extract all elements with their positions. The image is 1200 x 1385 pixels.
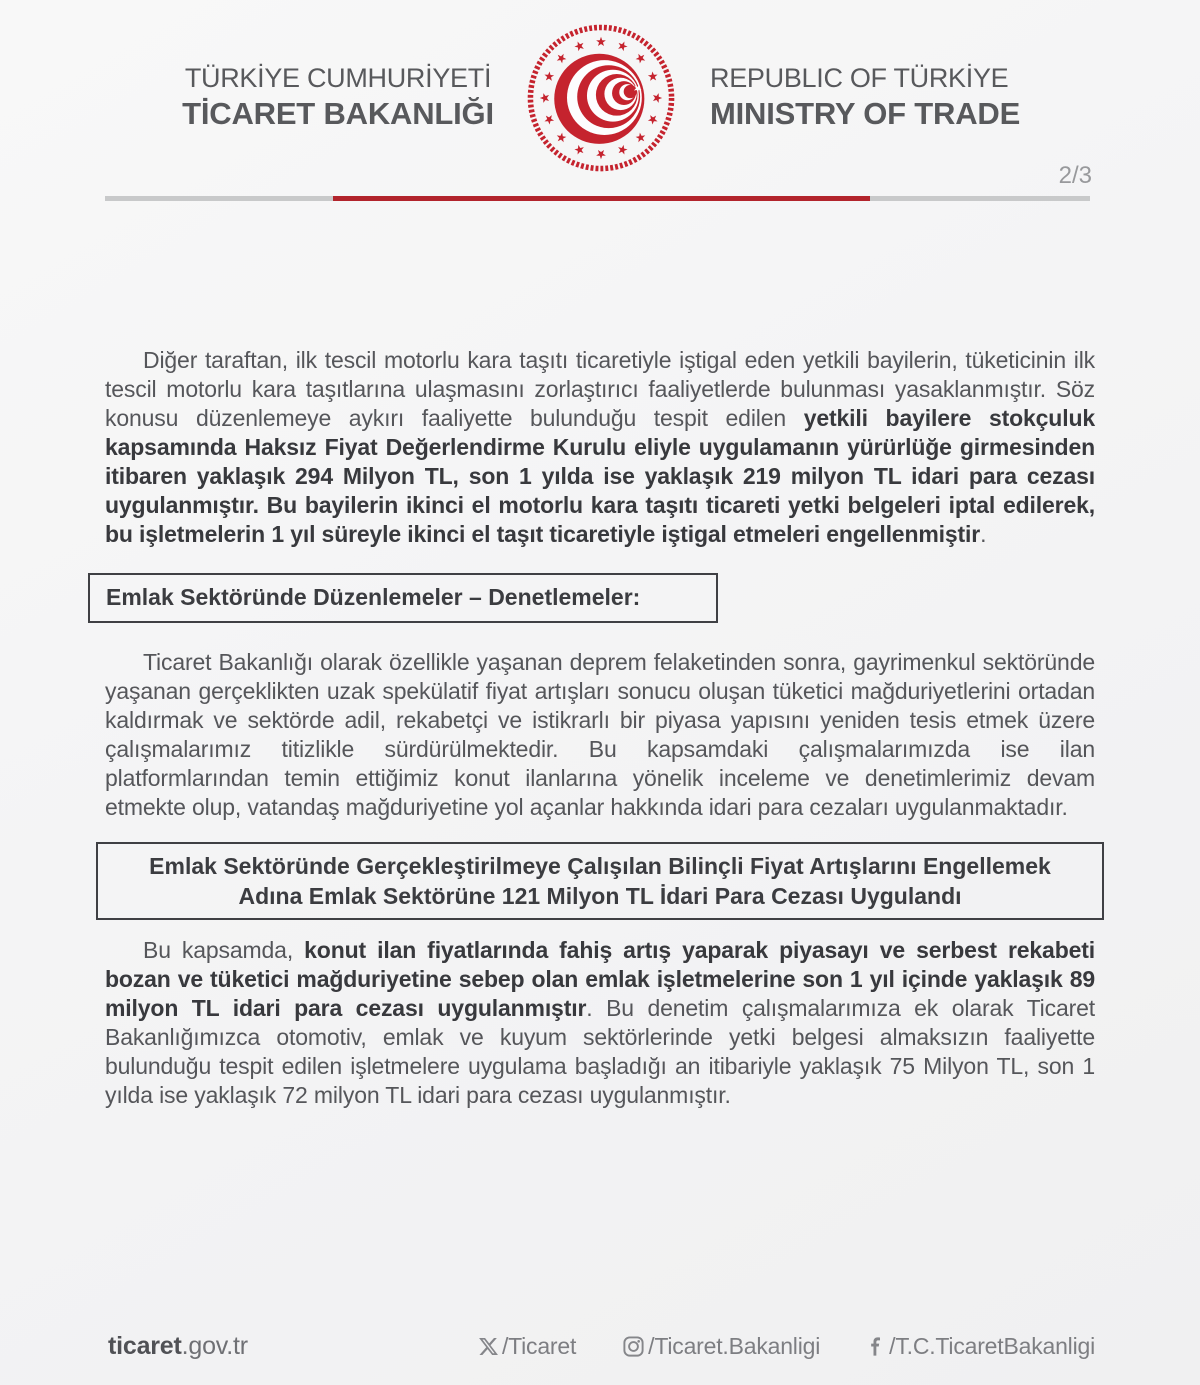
para1-regular-tail: . — [980, 521, 987, 547]
ministry-name-tr-line2: TİCARET BAKANLIĞI — [182, 96, 494, 131]
instagram-icon — [622, 1335, 645, 1358]
para3-bold-penalty: konut ilan fiyatlarında fahiş artış yaparak piyasayı ve serbest rekabeti bozan ve tüketici mağduriyetine sebep olan emlak işletmelerine son 1 yıl içinde yaklaşık 89 milyon TL idari para cezası uygulanmıştır — [105, 937, 1095, 1021]
paragraph-real-estate-oversight: Ticaret Bakanlığı olarak özellikle yaşanan deprem felaketinden sonra, gayrimenkul sektöründe yaşanan gerçeklikten uzak spekülatif fiyat artışları sonucu oluşan tüketici mağduriyetlerini ortadan kaldırmak ve sektörde adil, rekabetçi ve istikrarlı bir piyasa yapısını yeniden tesis etmek üzere çalışmalarımız titizlikle sürdürülmektedir. Bu kapsamdaki çalışmalarımızda ise ilan platformlarından temin ettiğimiz konut ilanlarına yönelik inceleme ve denetimlerimiz devam etmekte olup, vatandaş mağduriyetine yol açanlar hakkında idari para cezaları uygulanmaktadır. — [105, 649, 1095, 820]
ministry-name-english — [710, 62, 1020, 132]
heading2-line2: Adına Emlak Sektörüne 121 Milyon TL İdari Para Cezası Uygulandı — [238, 883, 962, 909]
ministry-name-en-line2: MINISTRY OF TRADE — [710, 96, 1021, 131]
document-body — [105, 346, 1095, 1134]
para3-regular-lead: Bu kapsamda, — [143, 937, 305, 963]
ministry-name-tr-line1: TÜRKİYE CUMHURİYETİ — [184, 63, 492, 93]
divider-red-segment — [333, 196, 870, 201]
social-links — [478, 1333, 1095, 1360]
facebook-icon — [866, 1336, 886, 1357]
divider-line — [105, 196, 1090, 201]
x-handle: /Ticaret — [501, 1333, 577, 1359]
divider-gray-right — [870, 196, 1090, 201]
paragraph-fine-summary — [105, 936, 1095, 1110]
para1-bold-penalty: yetkili bayilere stokçuluk kapsamında Haksız Fiyat Değerlendirme Kurulu eliyle uygulamanın yürürlüğe girmesinden itibaren yaklaşık 294 Milyon TL, son 1 yılda ise yaklaşık 219 milyon TL idari para cezası uygulanmıştır. Bu bayilerin ikinci el motorlu kara taşıtı ticareti yetki belgeleri iptal edilerek, bu işletmelerin 1 yıl süreyle ikinci el taşıt ticaretiyle iştigal etmeleri engellenmiştir — [105, 405, 1095, 547]
section-heading-fine-121m — [96, 842, 1104, 920]
facebook-handle: /T.C.TicaretBakanligi — [889, 1333, 1095, 1359]
website-rest-part: .gov.tr — [181, 1332, 248, 1360]
ministry-of-trade-emblem-icon — [516, 13, 686, 183]
heading2-line1: Emlak Sektöründe Gerçekleştirilmeye Çalışılan Bilinçli Fiyat Artışlarını Engellemek — [149, 853, 1051, 879]
instagram-link[interactable] — [622, 1333, 820, 1360]
para1-regular-lead: Diğer taraftan, ilk tescil motorlu kara taşıtı ticaretiyle iştigal eden yetkili bayilerin, tüketicinin ilk tescil motorlu kara taşıtlarına ulaşmasını zorlaştırıcı faaliyetlerde bulunması yasaklanmıştır. Söz konusu düzenlemeye aykırı faaliyette bulunduğu tespit edilen — [105, 347, 1095, 431]
para3-regular-tail: . Bu denetim çalışmalarımıza ek olarak Ticaret Bakanlığımızca otomotiv, emlak ve kuyum sektörlerinde yetki belgesi almaksızın faaliyette bulunduğu tespit edilen işletmelere uygulama başladığı an itibariyle yaklaşık 75 Milyon TL, son 1 yılda ise yaklaşık 72 milyon TL idari para cezası uygulanmıştır. — [105, 995, 1096, 1108]
page-number: 2/3 — [1058, 162, 1092, 189]
website-link[interactable] — [108, 1332, 248, 1361]
facebook-link[interactable] — [866, 1333, 1095, 1360]
footer — [0, 1332, 1200, 1361]
paragraph-motor-vehicle-penalties — [105, 346, 1095, 549]
ministry-name-en-line1: REPUBLIC OF TÜRKİYE — [710, 63, 1009, 93]
website-bold-part: ticaret — [108, 1332, 182, 1360]
x-icon — [478, 1336, 499, 1357]
section-heading-real-estate: Emlak Sektöründe Düzenlemeler – Denetlemeler: — [88, 573, 718, 623]
ministry-name-turkish — [138, 62, 538, 132]
divider-gray-left — [105, 196, 333, 201]
x-twitter-link[interactable] — [478, 1333, 576, 1360]
instagram-handle: /Ticaret.Bakanligi — [648, 1333, 821, 1359]
